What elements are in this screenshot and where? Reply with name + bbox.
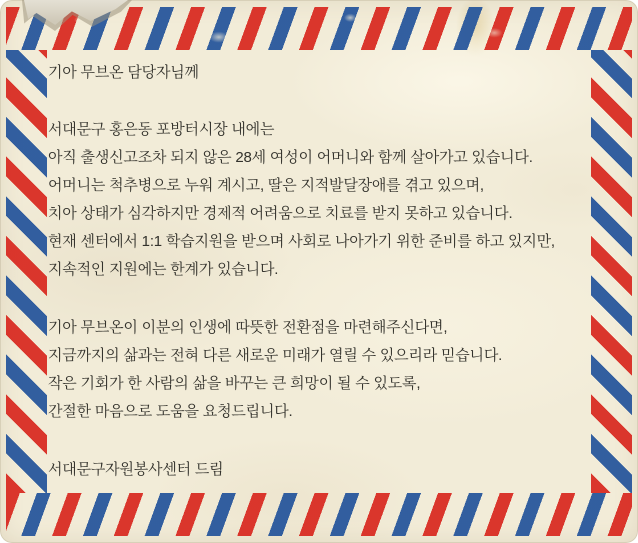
letter-line: 작은 기회가 한 사람의 삶을 바꾸는 큰 희망이 될 수 있도록,: [48, 375, 421, 392]
airmail-border-bottom: [6, 493, 632, 536]
letter-line: 치아 상태가 심각하지만 경제적 어려움으로 치료를 받지 못하고 있습니다.: [48, 205, 513, 222]
spacer: [48, 87, 588, 116]
letter-line: 지속적인 지원에는 한계가 있습니다.: [48, 261, 279, 278]
spacer: [48, 426, 588, 456]
letter-greeting: 기아 무브온 담당자님께: [48, 64, 199, 81]
letter-line: 기아 무브온이 이분의 인생에 따뜻한 전환점을 마련해주신다면,: [48, 319, 448, 336]
letter-body: [48, 59, 588, 484]
letter-line: 현재 센터에서 1:1 학습지원을 받으며 사회로 나아가기 위한 준비를 하고 있지만,: [48, 233, 555, 250]
letter-signoff: 서대문구자원봉사센터 드림: [48, 461, 224, 478]
airmail-border-left: [6, 50, 47, 493]
airmail-border-right: [591, 50, 632, 493]
letter-line: 아직 출생신고조차 되지 않은 28세 여성이 어머니와 함께 살아가고 있습니다.: [48, 149, 533, 166]
letter-line: 간절한 마음으로 도움을 요청드립니다.: [48, 403, 293, 420]
spacer: [48, 284, 588, 314]
letter-line: 어머니는 척추병으로 누워 계시고, 딸은 지적발달장애를 겪고 있으며,: [48, 177, 484, 194]
letter-line: 서대문구 홍은동 포방터시장 내에는: [48, 121, 275, 138]
letter-line: 지금까지의 삶과는 전혀 다른 새로운 미래가 열릴 수 있으리라 믿습니다.: [48, 347, 503, 364]
